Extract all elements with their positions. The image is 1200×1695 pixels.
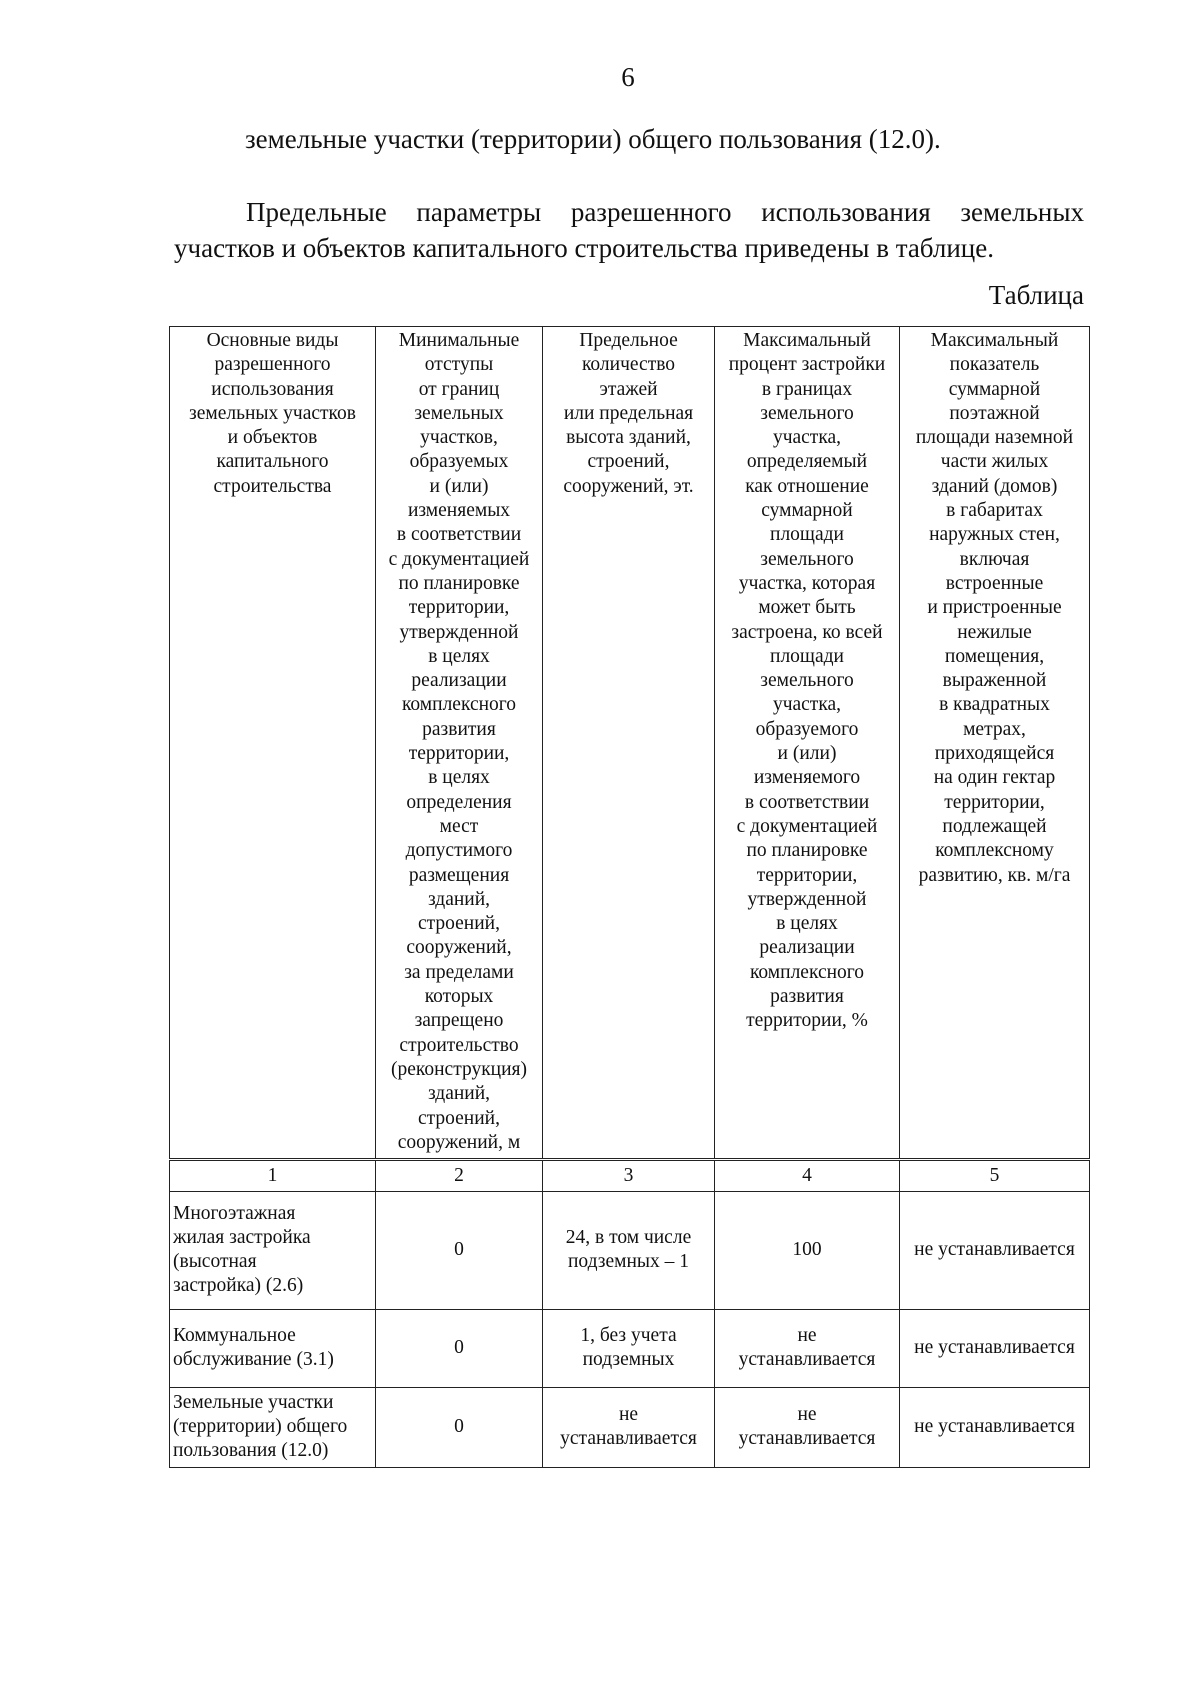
table-row	[170, 1388, 1090, 1468]
row-area: не устанавливается	[900, 1388, 1090, 1468]
row-coverage: 100	[715, 1192, 900, 1310]
row-setback: 0	[376, 1310, 543, 1388]
row-coverage: не устанавливается	[715, 1310, 900, 1388]
paragraph-line-2: участков и объектов капитального строительства приведены в таблице.	[174, 233, 994, 263]
row-use-type: Коммунальное обслуживание (3.1)	[170, 1310, 376, 1388]
column-number: 5	[900, 1160, 1090, 1192]
table-caption: Таблица	[988, 280, 1084, 310]
intro-line: земельные участки (территории) общего пользования (12.0).	[245, 124, 941, 154]
column-number-row	[170, 1160, 1090, 1192]
column-number: 4	[715, 1160, 900, 1192]
row-setback: 0	[376, 1388, 543, 1468]
table-row	[170, 1310, 1090, 1388]
row-coverage: не устанавливается	[715, 1388, 900, 1468]
row-floors: не устанавливается	[543, 1388, 715, 1468]
row-setback: 0	[376, 1192, 543, 1310]
intro-paragraph	[174, 194, 1084, 266]
table-header-row	[170, 327, 1090, 1160]
paragraph-line-1: Предельные параметры разрешенного использования земельных	[246, 197, 1084, 227]
row-floors: 1, без учета подземных	[543, 1310, 715, 1388]
header-cell-3: Предельное количество этажей или предельная высота зданий, строений, сооружений, эт.	[543, 327, 715, 1160]
row-floors: 24, в том числе подземных – 1	[543, 1192, 715, 1310]
column-number: 3	[543, 1160, 715, 1192]
row-use-type: Земельные участки (территории) общего пользования (12.0)	[170, 1388, 376, 1468]
row-area: не устанавливается	[900, 1192, 1090, 1310]
header-cell-1: Основные виды разрешенного использования земельных участков и объектов капитального строительства	[170, 327, 376, 1160]
table-row	[170, 1192, 1090, 1310]
row-area: не устанавливается	[900, 1310, 1090, 1388]
header-cell-2: Минимальные отступы от границ земельных участков, образуемых и (или) изменяемых в соответствии с документацией по планировке территории, утвержденной в целях реализации комплексного развития территории, в целях определения мест допустимого размещения зданий, строений, сооружений, за пределами которых запрещено строительство (реконструкция) зданий, строений, сооружений, м	[376, 327, 543, 1160]
column-number: 1	[170, 1160, 376, 1192]
header-cell-5: Максимальный показатель суммарной поэтажной площади наземной части жилых зданий (домов) в габаритах наружных стен, включая встроенные и пристроенные нежилые помещения, выраженной в квадратных метрах, приходящейся на один гектар территории, подлежащей комплексному развитию, кв. м/га	[900, 327, 1090, 1160]
page-number: 6	[621, 62, 635, 92]
header-cell-4: Максимальный процент застройки в границах земельного участка, определяемый как отношение суммарной площади земельного участка, которая может быть застроена, ко всей площади земельного участка, образуемого и (или) изменяемого в соответствии с документацией по планировке территории, утвержденной в целях реализации комплексного развития территории, %	[715, 327, 900, 1160]
parameters-table	[169, 326, 1090, 1468]
column-number: 2	[376, 1160, 543, 1192]
row-use-type: Многоэтажная жилая застройка (высотная застройка) (2.6)	[170, 1192, 376, 1310]
